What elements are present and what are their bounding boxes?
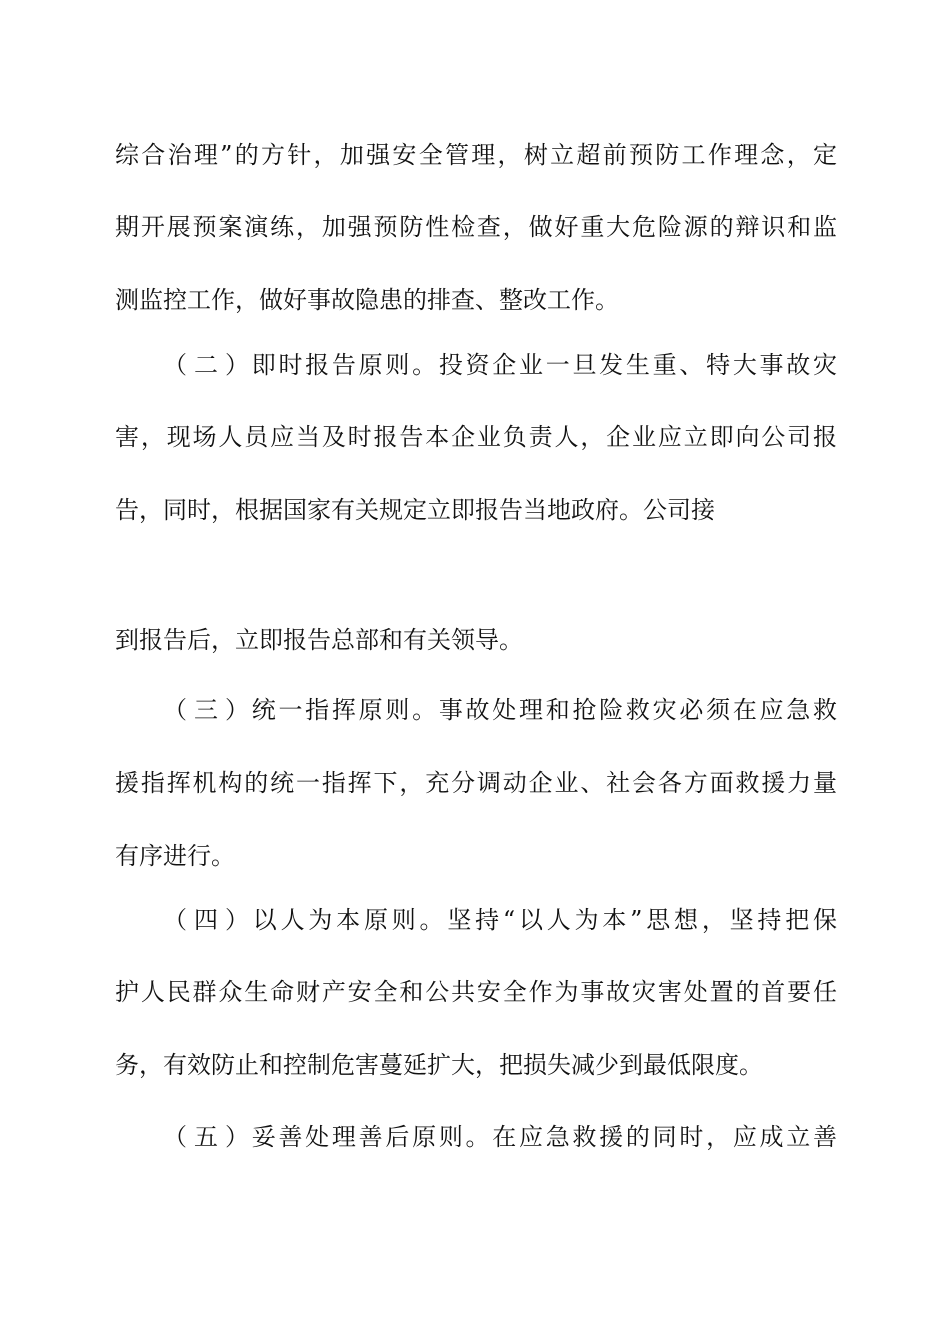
text-line: 告，同时，根据国家有关规定立即报告当地政府。公司接 [115,496,715,524]
paragraph-heading-line [163,1117,837,1157]
item-number: （五） [163,1123,249,1151]
text-line: 期开展预案演练，加强预防性检查，做好重大危险源的辩识和监 [115,213,837,241]
text-line: 以人为本原则。坚持“以人为本”思想，坚持把保 [249,906,837,934]
item-number: （三） [163,696,249,724]
text-line: 统一指挥原则。事故处理和抢险救灾必须在应急救 [249,696,837,724]
text-line: 援指挥机构的统一指挥下，充分调动企业、社会各方面救援力量 [115,769,837,797]
text-line: 妥善处理善后原则。在应急救援的同时，应成立善 [249,1123,837,1151]
text-line: 测监控工作，做好事故隐患的排查、整改工作。 [115,286,619,314]
paragraph-heading-line [163,690,837,730]
text-line: 有序进行。 [115,842,235,870]
text-line: 综合治理”的方针，加强安全管理，树立超前预防工作理念，定 [115,141,837,169]
text-line: 到报告后，立即报告总部和有关领导。 [115,626,523,654]
item-number: （四） [163,906,249,934]
text-line: 即时报告原则。投资企业一旦发生重、特大事故灾 [249,351,837,379]
paragraph-heading-line [163,900,837,940]
paragraph-heading-line [163,345,837,385]
item-number: （二） [163,351,249,379]
text-line: 害，现场人员应当及时报告本企业负责人，企业应立即向公司报 [115,423,837,451]
text-line: 务，有效防止和控制危害蔓延扩大，把损失减少到最低限度。 [115,1051,763,1079]
text-line: 护人民群众生命财产安全和公共安全作为事故灾害处置的首要任 [115,978,837,1006]
